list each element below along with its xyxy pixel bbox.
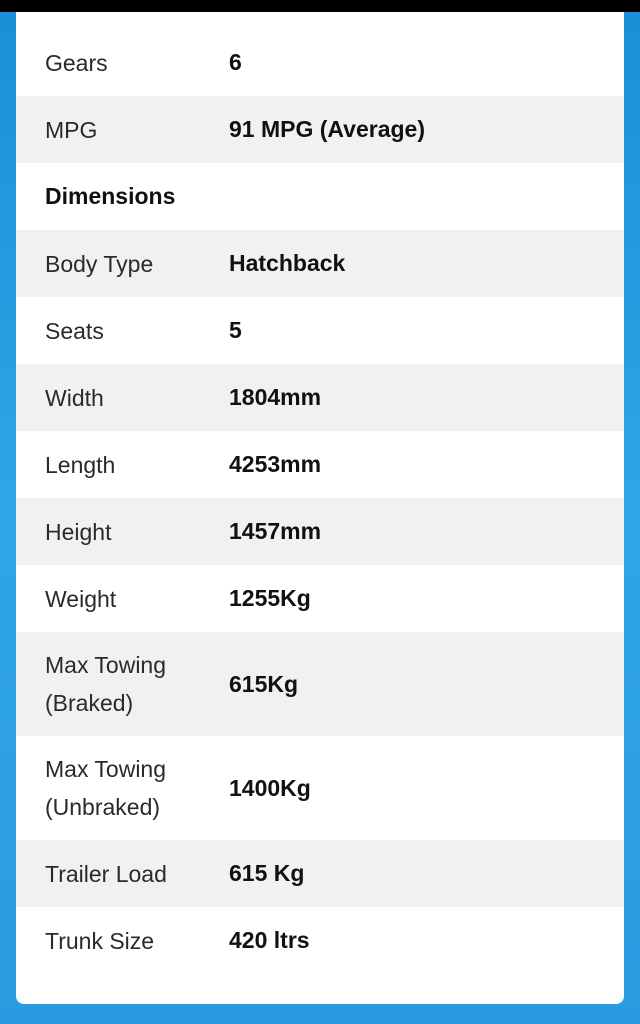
spec-row-height [16,498,624,565]
spec-label-line: Max Towing [45,756,167,782]
spec-row-width [16,364,624,431]
spec-row-weight [16,565,624,632]
spec-row-max-towing-unbraked [16,736,624,840]
status-bar [0,0,640,12]
card-top-spacer [16,12,624,29]
spec-row-max-towing-braked [16,632,624,736]
spec-value: 1804mm [229,384,322,410]
spec-value: 5 [229,317,242,343]
spec-value: 615 Kg [229,860,305,886]
spec-value: 1255Kg [229,585,311,611]
spec-value: 1457mm [229,518,322,544]
spec-label: Seats [45,317,104,344]
spec-value: 615Kg [229,670,299,697]
spec-label-line: Max Towing [45,652,167,678]
spec-label: Trunk Size [45,927,155,954]
spec-row-mpg [16,96,624,163]
spec-value: Hatchback [229,250,346,276]
spec-label: Length [45,451,116,478]
spec-label: Height [45,518,112,545]
spec-label: Weight [45,585,117,612]
spec-value: 6 [229,49,242,75]
spec-label-line: (Unbraked) [45,794,161,820]
spec-label: Body Type [45,250,154,277]
spec-label-line: (Braked) [45,690,134,716]
section-header-dimensions [16,163,624,230]
spec-label: Width [45,384,104,411]
spec-label: Trailer Load [45,860,167,887]
section-title: Dimensions [45,183,176,209]
spec-value: 91 MPG (Average) [229,116,425,142]
spec-row-length [16,431,624,498]
spec-label [16,750,229,826]
spec-row-body-type [16,230,624,297]
spec-row-trunk-size [16,907,624,974]
spec-value: 4253mm [229,451,322,477]
spec-row-gears [16,29,624,96]
spec-row-seats [16,297,624,364]
spec-row-trailer-load [16,840,624,907]
spec-label: Gears [45,49,108,76]
spec-value: 420 ltrs [229,927,310,953]
spec-label [16,646,229,722]
spec-table-card [16,12,624,1004]
spec-label: MPG [45,116,98,143]
spec-value: 1400Kg [229,774,311,801]
